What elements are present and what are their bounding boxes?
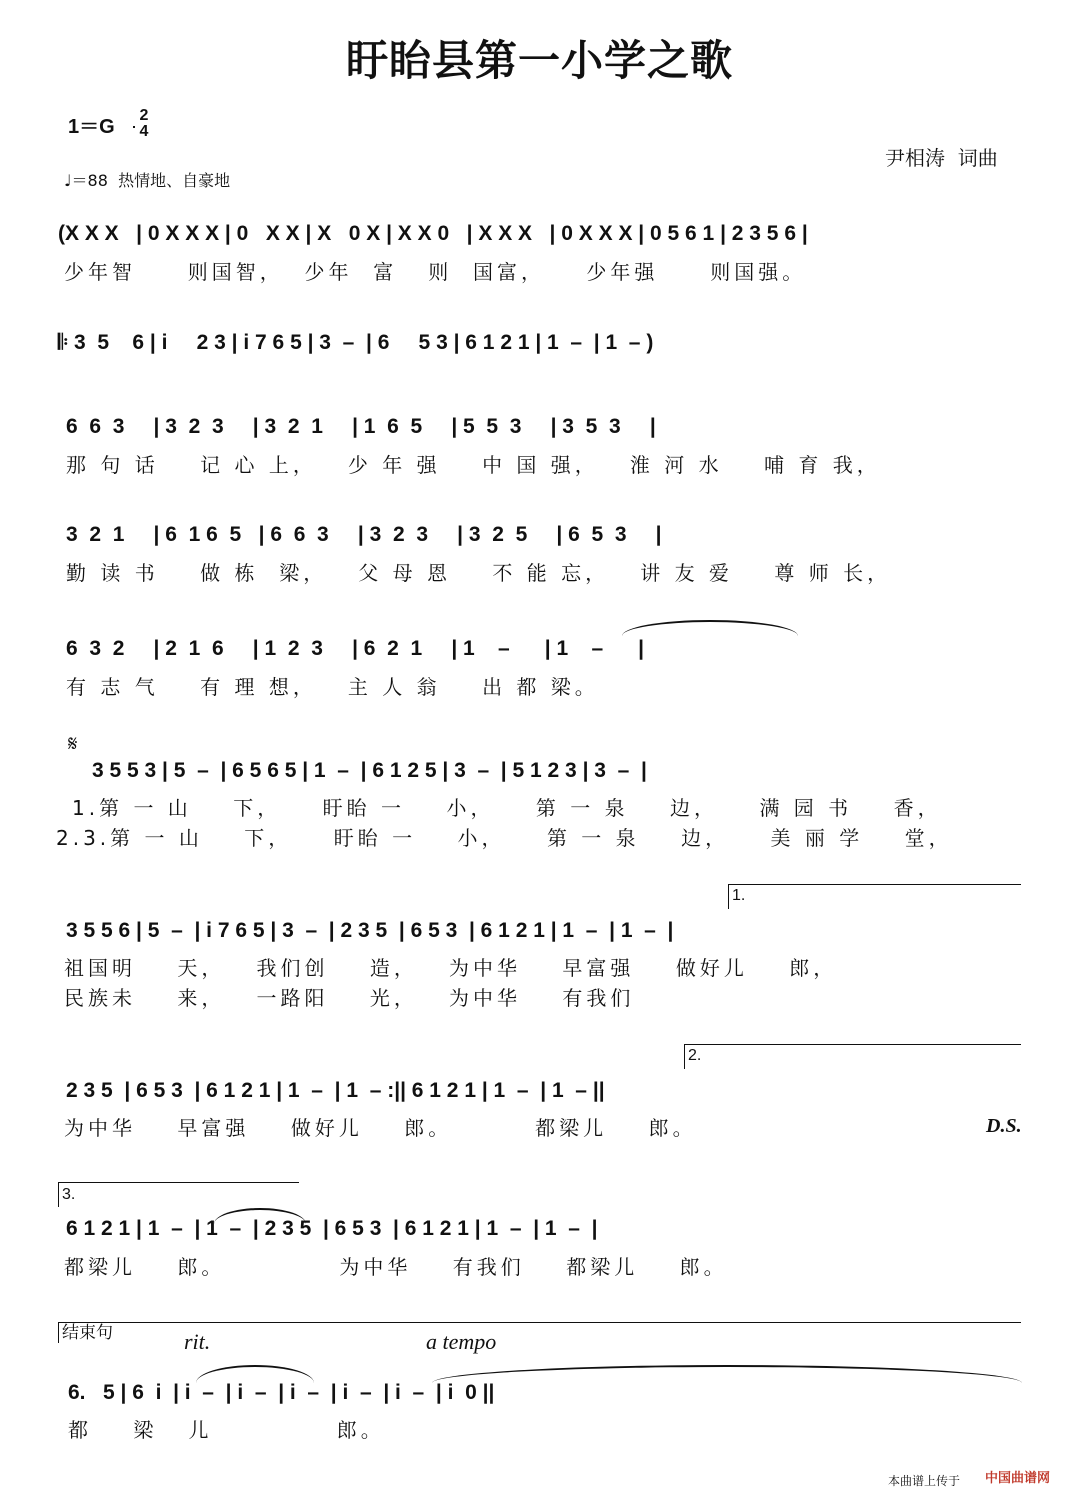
tempo-marking: ♩＝88 热情地、自豪地: [64, 171, 231, 190]
site-logo: 中国曲谱网: [985, 1471, 1051, 1486]
score-row-6-lyrics-verse1: 1.第 一 山 下， 盱眙 一 小， 第 一 泉 边， 满 园 书 香，: [72, 796, 942, 820]
score-row-7-lyrics-verse1: 祖国明 天， 我们创 造， 为中华 早富强 做好儿 郎，: [64, 956, 838, 980]
score-row-5-notes: 6 3 2 | 2 1 6 | 1 2 3 | 6 2 1 | 1 – | 1 – |: [66, 637, 645, 660]
volta-bracket-2: [684, 1044, 1021, 1069]
volta-label-1: 1.: [732, 887, 746, 904]
key-signature: 1＝G: [68, 116, 115, 138]
score-row-6-notes: 3 5 5 3 | 5 – | 6 5 6 5 | 1 – | 6 1 2 5 | 3 – | 5 1 2 3 | 3 – |: [92, 759, 647, 782]
time-signature: [133, 108, 155, 140]
score-row-1-lyrics: 少年智 则国智， 少年 富 则 国富， 少年强 则国强。: [64, 260, 807, 284]
score-row-4-lyrics: 勤 读 书 做 栋 梁， 父 母 恩 不 能 忘， 讲 友 爱 尊 师 长，: [66, 561, 892, 585]
score-row-8-notes: 2 3 5 | 6 5 3 | 6 1 2 1 | 1 – | 1 – :|| 6 1 2 1 | 1 – | 1 – ||: [66, 1079, 605, 1102]
time-numerator: 2: [139, 107, 149, 124]
ending-label: 结束句: [62, 1323, 113, 1343]
score-row-7-notes: 3 5 5 6 | 5 – | i 7 6 5 | 3 – | 2 3 5 | 6 5 3 | 6 1 2 1 | 1 – | 1 – |: [66, 919, 674, 942]
score-row-10-lyrics: 都 梁 儿 郎。: [68, 1418, 385, 1442]
segno-sign: 𝄋: [68, 732, 78, 757]
time-denominator: 4: [139, 123, 149, 140]
tie-slur: [196, 1365, 314, 1383]
tie-slur: [432, 1365, 1022, 1383]
score-row-5-lyrics: 有 志 气 有 理 想， 主 人 翁 出 都 梁。: [66, 675, 599, 699]
dal-segno-marking: D.S.: [986, 1115, 1022, 1137]
score-row-8-lyrics: 为中华 早富强 做好儿 郎。 都梁儿 郎。: [64, 1116, 697, 1140]
volta-bracket-3: [58, 1182, 299, 1207]
score-row-4-notes: 3 2 1 | 6 1 6 5 | 6 6 3 | 3 2 3 | 3 2 5 | 6 5 3 |: [66, 523, 662, 546]
score-row-6-lyrics-verse2: 2.3.第 一 山 下， 盱眙 一 小， 第 一 泉 边， 美 丽 学 堂，: [56, 826, 953, 850]
score-row-3-notes: 6 6 3 | 3 2 3 | 3 2 1 | 1 6 5 | 5 5 3 | 3 5 3 |: [66, 415, 656, 438]
ritardando-marking: rit.: [184, 1329, 211, 1354]
score-row-2-notes: 𝄆 3 5 6 | i 2 3 | i 7 6 5 | 3 – | 6 5 3 | 6 1 2 1 | 1 – | 1 – ): [58, 331, 654, 354]
tie-slur: [214, 1208, 306, 1224]
upload-note: 本曲谱上传于: [888, 1474, 961, 1488]
volta-label-3: 3.: [62, 1186, 76, 1203]
score-row-1-notes: (X X X | 0 X X X | 0 X X | X 0 X | X X 0 | X X X | 0 X X X | 0 5 6 1 | 2 3 5 6 |: [58, 222, 808, 245]
score-row-9-notes: 6 1 2 1 | 1 – | 1 – | 2 3 5 | 6 5 3 | 6 1 2 1 | 1 – | 1 – |: [66, 1217, 598, 1240]
score-row-3-lyrics: 那 句 话 记 心 上， 少 年 强 中 国 强， 淮 河 水 哺 育 我，: [66, 453, 881, 477]
volta-label-2: 2.: [688, 1047, 702, 1064]
score-row-10-notes: 6. 5 | 6 i | i – | i – | i – | i – | i – | i 0 ||: [68, 1381, 495, 1404]
volta-bracket-1: [728, 884, 1021, 909]
score-row-9-lyrics: 都梁儿 郎。 为中华 有我们 都梁儿 郎。: [64, 1255, 728, 1279]
song-title: 盱眙县第一小学之歌: [345, 36, 733, 85]
a-tempo-marking: a tempo: [426, 1329, 497, 1354]
score-row-7-lyrics-verse2: 民族未 来， 一路阳 光， 为中华 有我们: [64, 986, 635, 1010]
tie-slur: [622, 620, 798, 636]
author-credit: 尹相涛 词曲: [885, 146, 998, 170]
